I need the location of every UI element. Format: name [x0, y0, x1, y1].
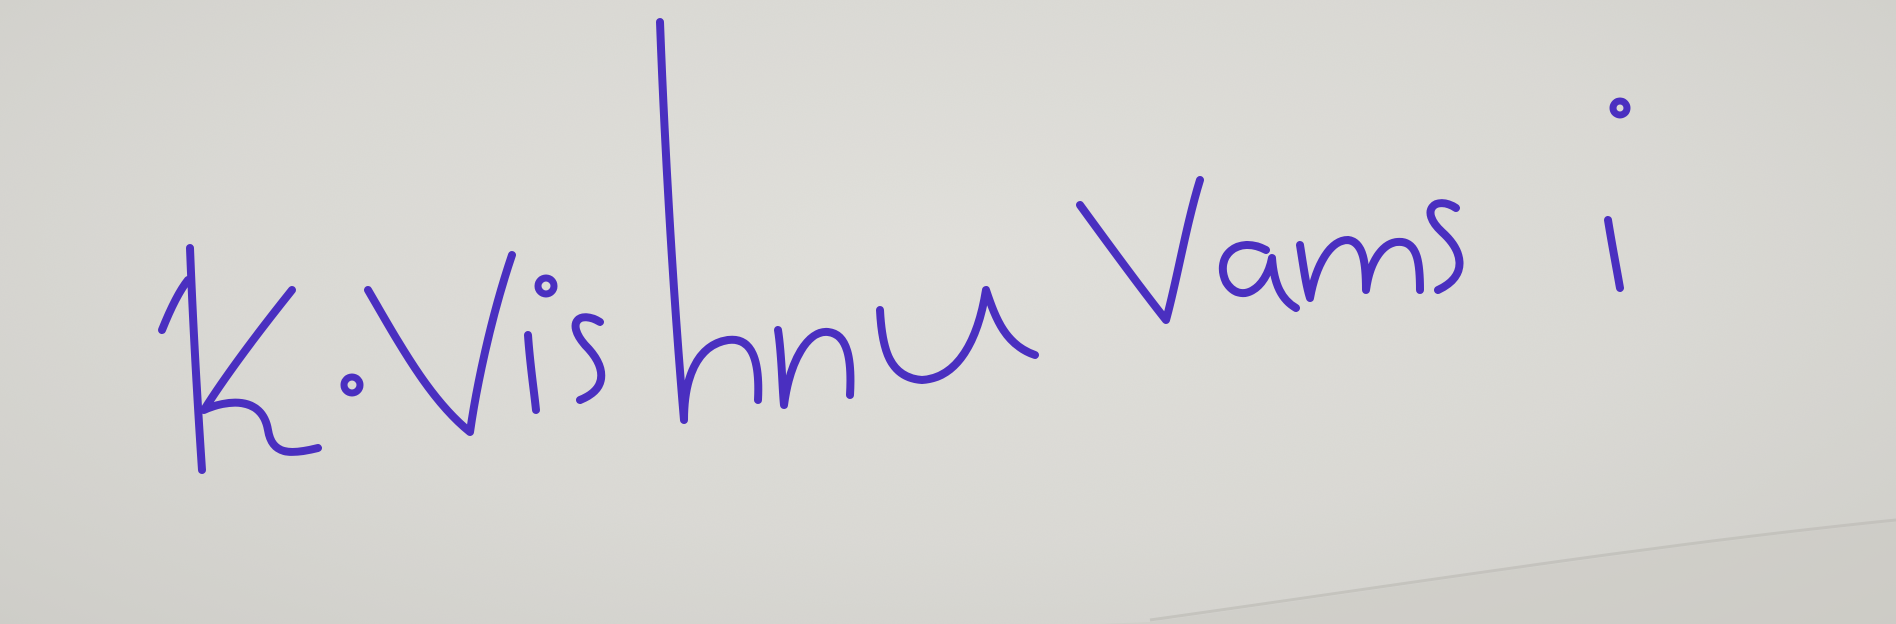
signature-letter-i2: [1608, 220, 1620, 288]
signature-letter-u: [880, 290, 1035, 380]
signature-letter-s2: [1431, 203, 1460, 290]
signature-period: [344, 377, 360, 393]
signature-letter-i1: [528, 335, 536, 410]
signature-letter-n: [778, 330, 850, 405]
signature-letter-v: [368, 255, 512, 432]
signature-letter-h: [660, 22, 758, 420]
signature-letter-k-arm: [204, 290, 318, 452]
signature-letter-m: [1300, 240, 1420, 298]
signature-letter-a: [1223, 245, 1296, 308]
signature-letter-k-flag: [162, 280, 188, 330]
signature-letter-v2: [1080, 180, 1200, 320]
signature-letter-s: [576, 317, 602, 400]
signature-dot-i1: [538, 278, 554, 294]
signature-dot-i2: [1613, 101, 1627, 115]
signature-letter-k-stem: [190, 248, 202, 470]
